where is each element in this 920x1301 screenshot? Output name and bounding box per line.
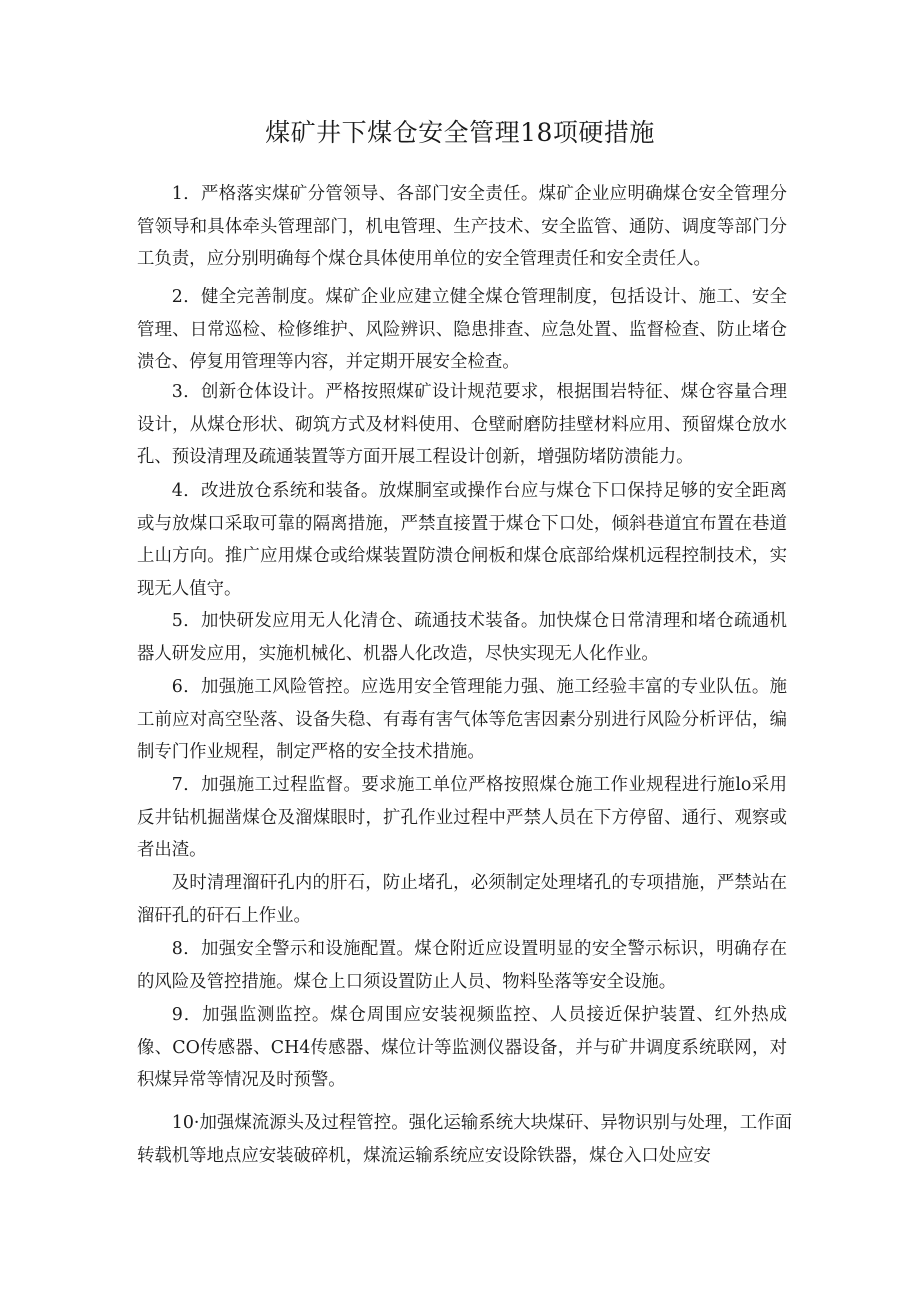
- paragraph-4: 4．改进放仓系统和装备。放煤胴室或操作台应与煤仓下口保持足够的安全距离或与放煤口采取可靠的隔离措施，严禁直接置于煤仓下口处，倾斜巷道宜布置在巷道上山方向。推广应用煤仓或给煤装置防溃仓闸板和煤仓底部给煤机远程控制技术，实现无人值守。: [137, 481, 787, 599]
- paragraph-9: 9．加强监测监控。煤仓周围应安装视频监控、人员接近保护装置、红外热成像、CO传感器、CH4传感器、煤位计等监测仪器设备，并与矿井调度系统联网，对积煤异常等情况及时预警。: [137, 1005, 787, 1091]
- paragraph-8: 8．加强安全警示和设施配置。煤仓附近应设置明显的安全警示标识，明确存在的风险及管控措施。煤仓上口须设置防止人员、物料坠落等安全设施。: [137, 939, 787, 992]
- paragraph-6: 6．加强施工风险管控。应选用安全管理能力强、施工经验丰富的专业队伍。施工前应对高空坠落、设备失稳、有毒有害气体等危害因素分别进行风险分析评估，编制专门作业规程，制定严格的安全技术措施。: [137, 677, 787, 763]
- paragraph-3: 3．创新仓体设计。严格按照煤矿设计规范要求，根据围岩特征、煤仓容量合理设计，从煤仓形状、砌筑方式及材料使用、仓壁耐磨防挂壁材料应用、预留煤仓放水孔、预设清理及疏通装置等方面开展工程设计创新，增强防堵防溃能力。: [137, 382, 787, 468]
- paragraph-1: 1．严格落实煤矿分管领导、各部门安全责任。煤矿企业应明确煤仓安全管理分管领导和具体牵头管理部门，机电管理、生产技术、安全监管、通防、调度等部门分工负责，应分别明确每个煤仓具体使用单位的安全管理责任和安全责任人。: [137, 184, 787, 270]
- paragraph-10: 10·加强煤流源头及过程管控。强化运输系统大块煤矸、异物识别与处理，工作面转载机等地点应安装破碎机，煤流运输系统应安设除铁器，煤仓入口处应安: [137, 1113, 792, 1166]
- paragraph-7: 7．加强施工过程监督。要求施工单位严格按照煤仓施工作业规程进行施lo采用反井钻机掘凿煤仓及溜煤眼时，扩孔作业过程中严禁人员在下方停留、通行、观察或者出渣。: [137, 775, 787, 861]
- paragraph-2: 2．健全完善制度。煤矿企业应建立健全煤仓管理制度，包括设计、施工、安全管理、日常巡检、检修维护、风险辨识、隐患排查、应急处置、监督检查、防止堵仓溃仓、停复用管理等内容，并定期开展安全检查。: [137, 287, 787, 373]
- paragraph-5: 5．加快研发应用无人化清仓、疏通技术装备。加快煤仓日常清理和堵仓疏通机器人研发应用，实施机械化、机器人化改造，尽快实现无人化作业。: [137, 611, 787, 664]
- document-title: 煤矿井下煤仓安全管理18项硬措施: [265, 118, 655, 147]
- paragraph-7-continued: 及时清理溜矸孔内的肝石，防止堵孔，必须制定处理堵孔的专项措施，严禁站在溜矸孔的矸石上作业。: [137, 873, 787, 926]
